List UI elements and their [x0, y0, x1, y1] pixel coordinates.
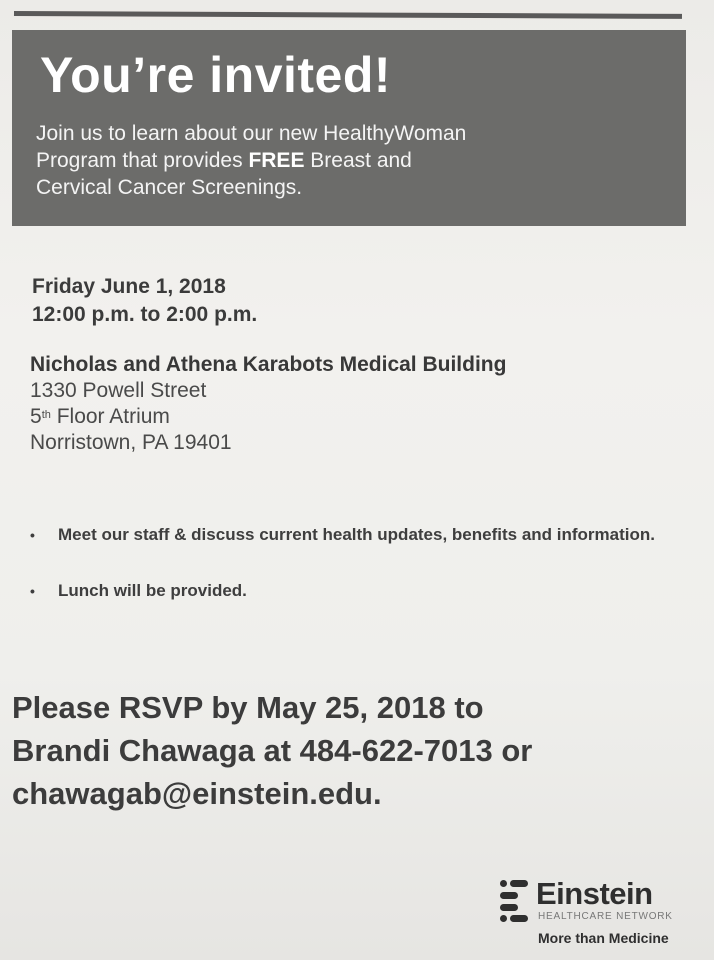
- list-item: [24, 578, 664, 604]
- banner-title: You’re invited!: [40, 47, 392, 103]
- banner-description: [36, 120, 656, 201]
- banner-line-2-start: Program that provides: [36, 149, 249, 172]
- banner-line-2-end: Breast and: [304, 149, 412, 172]
- rsvp-line-1: Please RSVP by May 25, 2018 to: [12, 690, 484, 725]
- free-emphasis: FREE: [248, 149, 305, 172]
- bullet-icon: •: [30, 527, 35, 543]
- list-item-text: Lunch will be provided.: [58, 581, 247, 600]
- logo-subtitle: HEALTHCARE NETWORK: [538, 911, 673, 922]
- event-date: Friday June 1, 2018: [32, 275, 226, 298]
- list-item-text: Meet our staff & discuss current health updates, benefits and information.: [58, 525, 655, 544]
- venue-floor: [30, 404, 506, 430]
- banner-line-2: [36, 147, 656, 174]
- einstein-logo-mark-icon: [500, 880, 528, 922]
- logo-wordmark: Einstein: [536, 876, 653, 911]
- rsvp-line-2: Brandi Chawaga at 484-622-7013 or: [12, 733, 533, 768]
- floor-description: Floor Atrium: [50, 405, 170, 428]
- invitation-banner: [12, 30, 686, 226]
- bullet-icon: •: [30, 583, 35, 599]
- rsvp-block: [12, 686, 652, 815]
- floor-ordinal-suffix: th: [41, 409, 51, 421]
- top-rule-divider: [14, 11, 682, 19]
- venue-city: Norristown, PA 19401: [30, 431, 232, 454]
- event-time: 12:00 p.m. to 2:00 p.m.: [32, 303, 258, 326]
- event-datetime: [32, 273, 257, 329]
- banner-line-3: Cervical Cancer Screenings.: [36, 176, 303, 199]
- venue-street: 1330 Powell Street: [30, 379, 207, 402]
- banner-line-1: Join us to learn about our new HealthyWoman: [36, 122, 467, 145]
- logo-tagline: More than Medicine: [538, 930, 669, 946]
- rsvp-email: chawagab@einstein.edu.: [12, 776, 382, 811]
- venue-name: Nicholas and Athena Karabots Medical Building: [30, 353, 507, 376]
- venue-address: [30, 352, 506, 456]
- list-item: [24, 522, 664, 548]
- floor-number: 5: [30, 405, 42, 428]
- event-highlights-list: [24, 522, 664, 604]
